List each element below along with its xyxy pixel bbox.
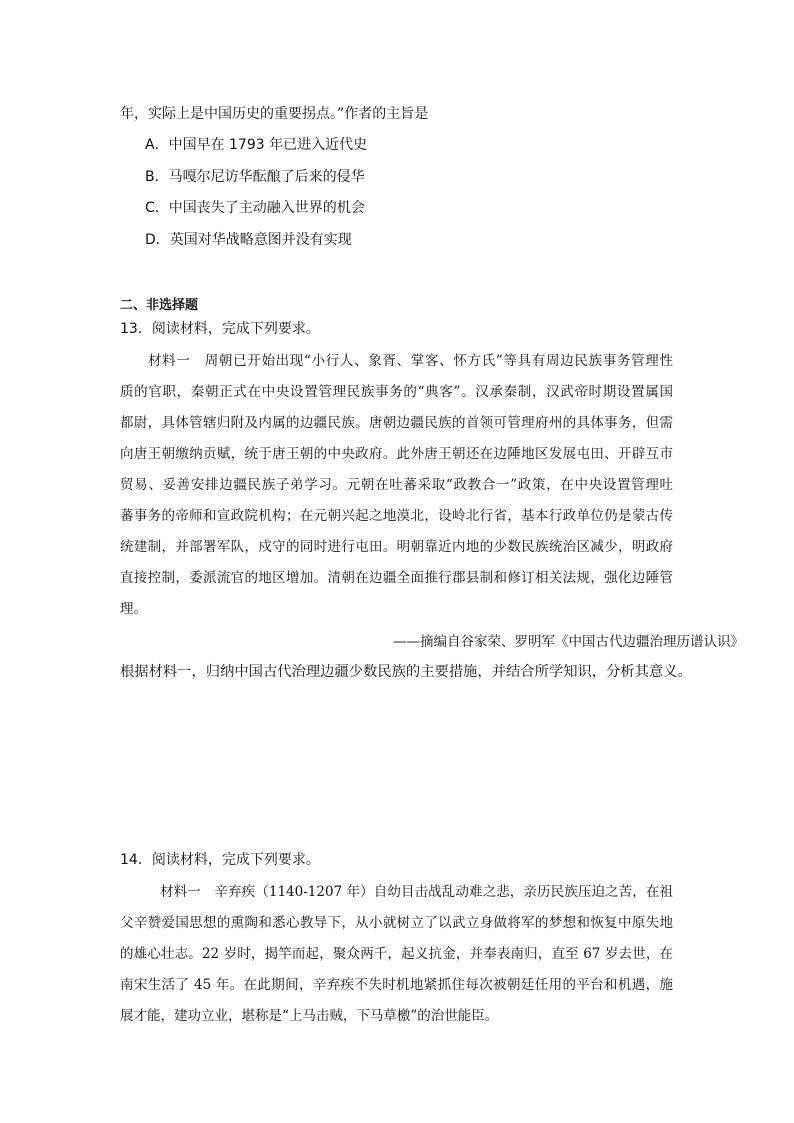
q12-option-a: A．中国早在 1793 年已进入近代史	[145, 137, 368, 153]
q14-material-line: 材料一 辛弃疾（1140-1207 年）自幼目击战乱动难之悲，亲历民族压迫之苦，在祖	[160, 884, 673, 900]
q13-material-line: 向唐王朝缴纳贡赋，统于唐王朝的中央政府。此外唐王朝还在边陲地区发展屯田、开辟互市	[120, 446, 673, 462]
q13-material-line: 蕃事务的帝师和宣政院机构；在元朝兴起之地漠北，设岭北行省，基本行政单位仍是蒙古传	[120, 508, 673, 524]
q14-title: 14．阅读材料，完成下列要求。	[120, 852, 320, 868]
q12-stem-tail: 年，实际上是中国历史的重要拐点。”作者的主旨是	[120, 106, 429, 122]
section-heading: 二、非选择题	[120, 298, 199, 313]
q13-material-line: 材料一 周朝已开始出现“小行人、象胥、掌客、怀方氏”等具有周边民族事务管理性	[148, 353, 673, 369]
q13-title: 13．阅读材料，完成下列要求。	[120, 321, 320, 337]
q12-option-d: D．英国对华战略意图并没有实现	[145, 232, 352, 248]
q13-source: ——摘编自谷家荣、罗明军《中国古代边疆治理历谱认识》	[393, 634, 744, 650]
q13-material-line: 理。	[120, 601, 147, 617]
q13-question: 根据材料一，归纳中国古代治理边疆少数民族的主要措施，并结合所学知识，分析其意义。	[120, 664, 692, 680]
q14-material-line: 的雄心壮志。22 岁时，揭竿而起，聚众两千，起义抗金，并奉表南归，直至 67 岁去世，在	[120, 946, 673, 962]
q12-option-b: B．马嘎尔尼访华酝酿了后来的侵华	[145, 169, 365, 185]
q13-material-line: 质的官职，秦朝正式在中央设置管理民族事务的“典客”。汉承秦制，汉武帝时期设置属国	[120, 384, 673, 400]
q13-material-line: 贸易、妥善安排边疆民族子弟学习。元朝在吐蕃采取“政教合一”政策，在中央设置管理吐	[120, 477, 673, 493]
q13-material-line: 直接控制，委派流官的地区增加。清朝在边疆全面推行郡县制和修订相关法规，强化边陲管	[120, 570, 673, 586]
q13-material-line: 都尉，具体管辖归附及内属的边疆民族。唐朝边疆民族的首领可管理府州的具体事务，但需	[120, 415, 673, 431]
q12-option-c: C．中国丧失了主动融入世界的机会	[145, 200, 365, 216]
q13-material-line: 统建制，并部署军队，戍守的同时进行屯田。明朝靠近内地的少数民族统治区减少，明政府	[120, 539, 673, 555]
q14-material-line: 展才能，建功立业，堪称是“上马击贼，下马草檄”的治世能臣。	[120, 1008, 499, 1024]
q14-material-line: 父辛赞爱国思想的熏陶和悉心教导下，从小就树立了以武立身做将军的梦想和恢复中原失地	[120, 915, 673, 931]
q14-material-line: 南宋生活了 45 年。在此期间，辛弃疾不失时机地紧抓住每次被朝廷任用的平台和机遇，施	[120, 977, 673, 993]
